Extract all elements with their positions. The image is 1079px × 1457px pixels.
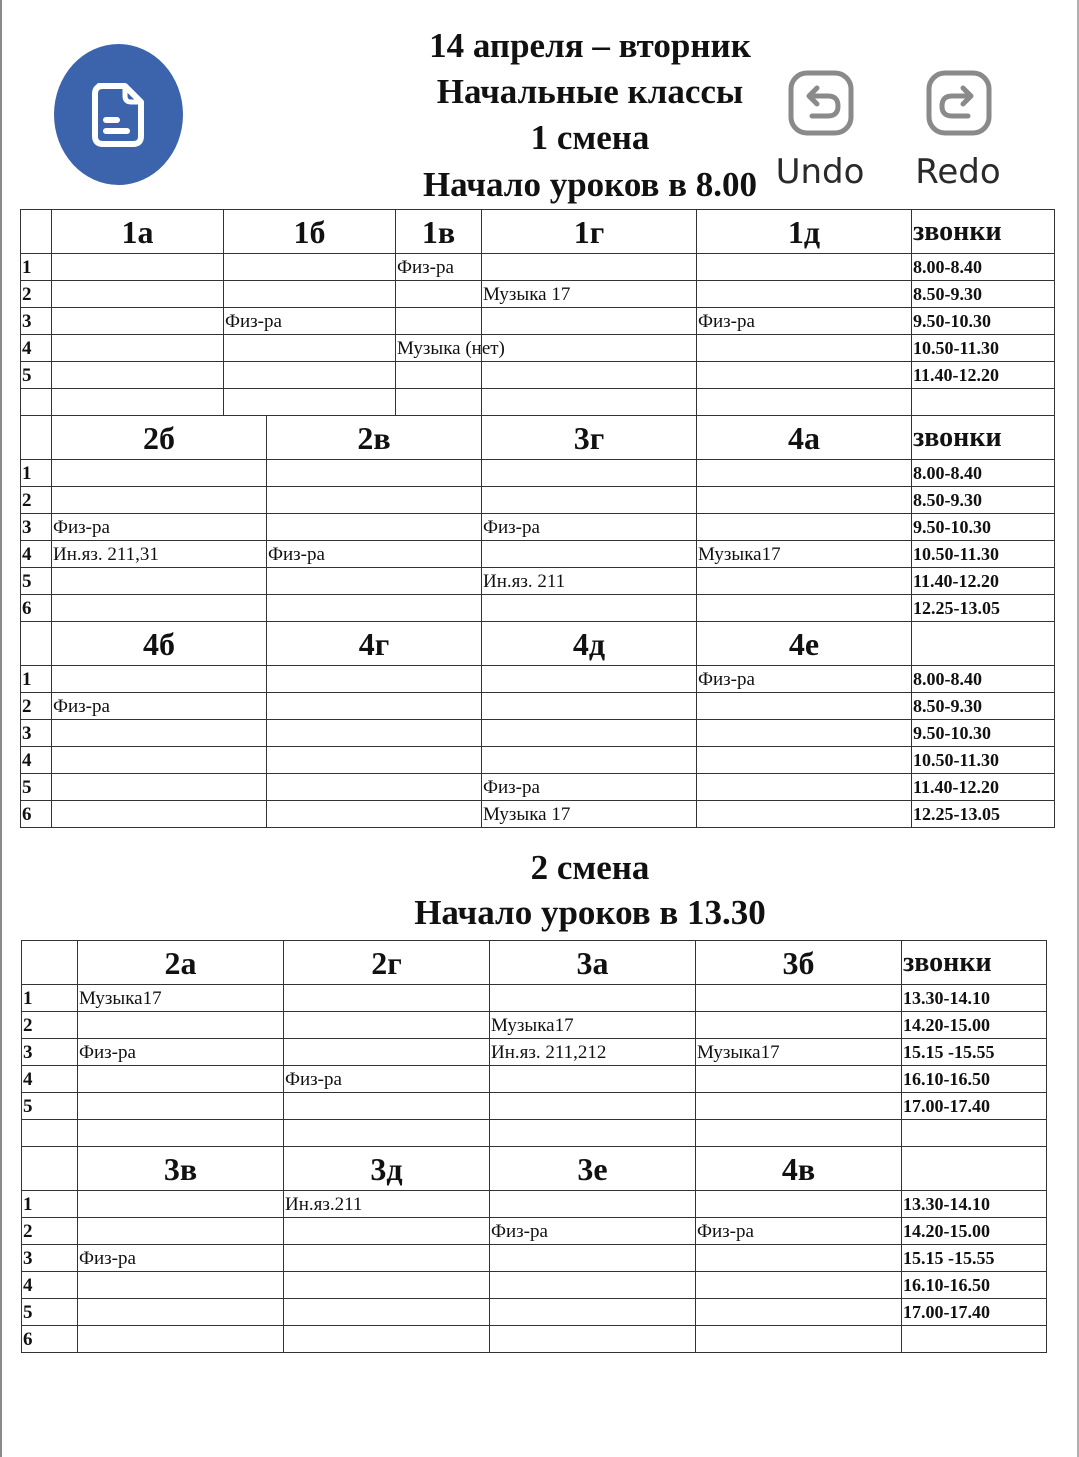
bells-header [912,622,1055,666]
lesson-cell: Физ-ра [697,666,912,693]
lesson-cell [267,720,482,747]
lesson-cell [52,335,224,362]
table-row [22,1218,1047,1245]
bell-time: 17.00-17.40 [902,1299,1047,1326]
undo-label: Undo [775,152,865,192]
lesson-cell [490,1093,696,1120]
lesson-cell [52,254,224,281]
class-header: 2в [267,416,482,460]
bell-time: 11.40-12.20 [912,774,1055,801]
class-header: 3в [78,1147,284,1191]
bell-time: 10.50-11.30 [912,335,1055,362]
bell-time: 9.50-10.30 [912,720,1055,747]
lesson-cell [78,1299,284,1326]
lesson-cell [697,693,912,720]
lesson-number: 5 [21,568,52,595]
lesson-number: 4 [21,541,52,568]
lesson-cell [490,1191,696,1218]
table-row [22,1039,1047,1066]
lesson-cell [284,1120,490,1147]
lesson-cell [697,514,912,541]
lesson-cell: Физ-ра [696,1218,902,1245]
bell-time: 10.50-11.30 [912,747,1055,774]
bell-time: 8.50-9.30 [912,487,1055,514]
bell-time [912,389,1055,416]
lesson-cell: Музыка17 [697,541,912,568]
table-row [21,362,1055,389]
bells-header: звонки [912,210,1055,254]
corner-cell [21,210,52,254]
lesson-cell: Физ-ра [52,693,267,720]
redo-button[interactable] [914,70,1002,200]
lesson-cell [52,487,267,514]
lesson-cell [696,1066,902,1093]
table-row [21,595,1055,622]
lesson-cell [224,335,396,362]
bells-header: звонки [902,941,1047,985]
lesson-cell [78,1093,284,1120]
lesson-cell [267,595,482,622]
table-row [21,487,1055,514]
bell-time: 17.00-17.40 [902,1093,1047,1120]
lesson-cell: Музыка17 [490,1012,696,1039]
undo-button[interactable] [776,70,864,200]
table-header-row [22,941,1047,985]
lesson-cell: Физ-ра [482,514,697,541]
lesson-cell [52,568,267,595]
lesson-cell [482,335,697,362]
document-button[interactable] [54,44,183,185]
lesson-number: 3 [22,1039,78,1066]
class-header: 4е [697,622,912,666]
lesson-cell [490,985,696,1012]
bell-time: 8.00-8.40 [912,666,1055,693]
bells-header: звонки [912,416,1055,460]
bell-time: 11.40-12.20 [912,568,1055,595]
lesson-cell [696,1120,902,1147]
lesson-cell [490,1299,696,1326]
lesson-cell: Ин.яз.211 [284,1191,490,1218]
lesson-number: 3 [21,308,52,335]
table-row [22,1299,1047,1326]
lesson-number: 6 [21,595,52,622]
lesson-cell [267,460,482,487]
table-row [21,460,1055,487]
lesson-cell: Физ-ра [52,514,267,541]
lesson-cell [284,1039,490,1066]
lesson-cell [284,1093,490,1120]
corner-cell [21,416,52,460]
lesson-cell [697,281,912,308]
table-row [22,985,1047,1012]
lesson-cell [78,1120,284,1147]
bell-time: 14.20-15.00 [902,1218,1047,1245]
lesson-number: 4 [21,747,52,774]
lesson-number: 6 [21,801,52,828]
lesson-number: 2 [21,693,52,720]
table-row [21,281,1055,308]
lesson-number: 1 [22,985,78,1012]
bell-time: 14.20-15.00 [902,1012,1047,1039]
lesson-cell [267,693,482,720]
lesson-cell: Музыка17 [78,985,284,1012]
table-row [21,720,1055,747]
lesson-cell [78,1012,284,1039]
corner-cell [22,941,78,985]
table-row [21,693,1055,720]
lesson-cell [697,720,912,747]
lesson-cell [267,514,482,541]
lesson-cell [52,747,267,774]
class-header: 3д [284,1147,490,1191]
table-row [21,541,1055,568]
table-row [21,389,1055,416]
bell-time: 8.50-9.30 [912,693,1055,720]
lesson-cell [696,1272,902,1299]
lesson-cell [696,1326,902,1353]
lesson-cell [78,1066,284,1093]
lesson-cell [224,281,396,308]
lesson-cell [482,720,697,747]
bell-time: 13.30-14.10 [902,985,1047,1012]
lesson-number: 1 [21,254,52,281]
lesson-cell [52,666,267,693]
lesson-cell [696,1191,902,1218]
schedule-table-shift2 [21,940,1047,1353]
shift2-heading: 2 смена [530,848,650,887]
bell-time [902,1120,1047,1147]
lesson-cell [52,389,224,416]
lesson-cell [482,460,697,487]
class-header: 1д [697,210,912,254]
lesson-cell [490,1066,696,1093]
bell-time: 15.15 -15.55 [902,1039,1047,1066]
lesson-cell [696,1012,902,1039]
lesson-cell [52,720,267,747]
lesson-number: 1 [21,666,52,693]
lesson-number: 1 [22,1191,78,1218]
lesson-cell [52,281,224,308]
class-header: 3г [482,416,697,460]
lesson-cell: Музыка17 [696,1039,902,1066]
lesson-cell [697,774,912,801]
lesson-cell [696,1299,902,1326]
lesson-cell [482,666,697,693]
lesson-cell [482,254,697,281]
table-header-row [21,416,1055,460]
table-row [22,1093,1047,1120]
class-header: 4г [267,622,482,666]
class-header: 3а [490,941,696,985]
bell-time [902,1326,1047,1353]
lesson-cell [52,460,267,487]
lesson-cell: Физ-ра [396,254,482,281]
bell-time: 8.00-8.40 [912,460,1055,487]
lesson-cell [267,666,482,693]
table-row [21,568,1055,595]
class-header: 2а [78,941,284,985]
table-header-row [21,210,1055,254]
lesson-cell [697,389,912,416]
table-row [22,1245,1047,1272]
lesson-cell [284,1326,490,1353]
class-header: 4б [52,622,267,666]
table-row [21,254,1055,281]
lesson-cell [267,774,482,801]
lesson-number [21,389,52,416]
lesson-cell [697,487,912,514]
lesson-number: 5 [22,1093,78,1120]
class-header: 3б [696,941,902,985]
lesson-number: 3 [22,1245,78,1272]
table-row [22,1012,1047,1039]
lesson-cell [284,1218,490,1245]
lesson-cell: Физ-ра [482,774,697,801]
lesson-number: 2 [22,1218,78,1245]
document-icon [89,82,147,148]
lesson-cell [482,595,697,622]
bells-header [902,1147,1047,1191]
class-header: 2г [284,941,490,985]
lesson-number: 2 [21,281,52,308]
lesson-cell [697,595,912,622]
table-row [22,1191,1047,1218]
lesson-cell [490,1245,696,1272]
lesson-number: 4 [22,1066,78,1093]
page-edge-left [0,0,2,1457]
corner-cell [22,1147,78,1191]
lesson-cell [482,487,697,514]
lesson-number: 5 [22,1299,78,1326]
lesson-cell: Физ-ра [697,308,912,335]
bell-time: 12.25-13.05 [912,595,1055,622]
lesson-cell [490,1272,696,1299]
bell-time: 12.25-13.05 [912,801,1055,828]
date-heading: 14 апреля – вторник [429,26,751,65]
lesson-cell: Физ-ра [490,1218,696,1245]
lesson-cell [224,362,396,389]
lesson-cell [696,985,902,1012]
table-header-row [22,1147,1047,1191]
lesson-cell [697,335,912,362]
lesson-number: 4 [21,335,52,362]
lesson-cell [267,747,482,774]
lesson-cell [697,801,912,828]
redo-icon [926,70,992,136]
lesson-cell: Физ-ра [267,541,482,568]
bell-time: 15.15 -15.55 [902,1245,1047,1272]
lesson-cell [697,568,912,595]
lesson-cell: Физ-ра [78,1245,284,1272]
lesson-number: 4 [22,1272,78,1299]
redo-label: Redo [915,152,1001,192]
lesson-cell [267,801,482,828]
lesson-cell [224,254,396,281]
shift-heading: 1 смена [530,118,650,157]
lesson-cell [52,774,267,801]
bell-time: 8.50-9.30 [912,281,1055,308]
lesson-cell [482,541,697,568]
lesson-number: 2 [22,1012,78,1039]
lesson-cell: Физ-ра [224,308,396,335]
class-header: 2б [52,416,267,460]
start-time-heading: Начало уроков в 8.00 [422,165,758,204]
bell-time: 13.30-14.10 [902,1191,1047,1218]
lesson-cell [482,747,697,774]
lesson-cell [52,362,224,389]
corner-cell [21,622,52,666]
bell-time: 9.50-10.30 [912,308,1055,335]
lesson-number: 5 [21,774,52,801]
undo-icon [788,70,854,136]
lesson-cell [78,1272,284,1299]
table-header-row [21,622,1055,666]
table-row [22,1326,1047,1353]
lesson-cell [267,568,482,595]
lesson-cell [396,308,482,335]
lesson-cell [697,362,912,389]
lesson-number: 3 [21,720,52,747]
lesson-cell [78,1326,284,1353]
bell-time: 16.10-16.50 [902,1272,1047,1299]
lesson-cell [697,460,912,487]
table-row [21,666,1055,693]
lesson-cell [482,308,697,335]
lesson-cell: Ин.яз. 211,31 [52,541,267,568]
lesson-cell: Физ-ра [284,1066,490,1093]
lesson-cell: Музыка 17 [482,801,697,828]
lesson-number: 2 [21,487,52,514]
bell-time: 8.00-8.40 [912,254,1055,281]
lesson-cell: Музыка 17 [482,281,697,308]
shift2-start-heading: Начало уроков в 13.30 [414,893,766,932]
class-header: 1г [482,210,697,254]
class-header: 4в [696,1147,902,1191]
lesson-cell [482,362,697,389]
bell-time: 9.50-10.30 [912,514,1055,541]
lesson-number: 1 [21,460,52,487]
lesson-cell: Музыка (нет) [396,335,482,362]
lesson-cell [284,1272,490,1299]
table-row [22,1066,1047,1093]
lesson-cell [396,281,482,308]
table-row [21,774,1055,801]
class-header: 4д [482,622,697,666]
table-row [21,747,1055,774]
table-row [21,514,1055,541]
class-header: 3е [490,1147,696,1191]
bell-time: 16.10-16.50 [902,1066,1047,1093]
lesson-cell [284,1012,490,1039]
lesson-cell [284,1299,490,1326]
lesson-cell [52,801,267,828]
lesson-cell [78,1191,284,1218]
table-row [22,1272,1047,1299]
lesson-number: 6 [22,1326,78,1353]
lesson-cell [396,362,482,389]
lesson-cell [52,308,224,335]
lesson-cell [697,747,912,774]
table-row [21,801,1055,828]
lesson-cell [482,693,697,720]
lesson-cell: Ин.яз. 211 [482,568,697,595]
lesson-cell [78,1218,284,1245]
lesson-cell [490,1326,696,1353]
class-header: 1а [52,210,224,254]
lesson-cell [267,487,482,514]
lesson-cell [482,389,697,416]
lesson-cell [697,254,912,281]
class-header: 1б [224,210,396,254]
table-row [22,1120,1047,1147]
table-row [21,335,1055,362]
lesson-number: 3 [21,514,52,541]
lesson-cell [696,1093,902,1120]
lesson-cell [52,595,267,622]
lesson-cell: Физ-ра [78,1039,284,1066]
bell-time: 10.50-11.30 [912,541,1055,568]
lesson-number: 5 [21,362,52,389]
lesson-cell [284,985,490,1012]
lesson-cell [224,389,396,416]
bell-time: 11.40-12.20 [912,362,1055,389]
section-heading: Начальные классы [436,72,744,111]
class-header: 1в [396,210,482,254]
lesson-cell [396,389,482,416]
class-header: 4а [697,416,912,460]
lesson-number [22,1120,78,1147]
lesson-cell [696,1245,902,1272]
lesson-cell: Ин.яз. 211,212 [490,1039,696,1066]
table-row [21,308,1055,335]
lesson-cell [490,1120,696,1147]
lesson-cell [284,1245,490,1272]
schedule-table-shift1 [20,209,1055,828]
